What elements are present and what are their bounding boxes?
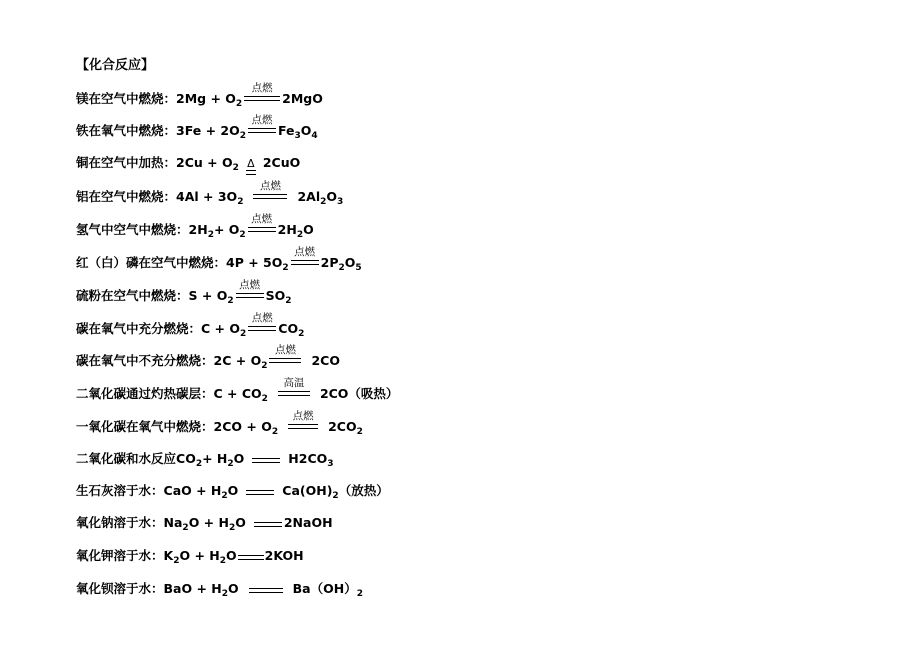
- reaction-line: [76, 450, 334, 468]
- reaction-name: 生石灰溶于水：: [76, 483, 164, 498]
- reaction-line: [76, 410, 363, 437]
- reaction-line: [76, 82, 323, 109]
- reaction-name: 镁在空气中燃烧：: [76, 91, 177, 106]
- reactants: $C + O_2$: [201, 321, 247, 339]
- reaction-name: 氧化钠溶于水：: [76, 515, 164, 530]
- reactants: $4Al + 3O_2$: [176, 189, 244, 207]
- products: $CO_2$: [278, 321, 305, 339]
- reactants: $2Cu + O_2$: [176, 155, 239, 173]
- reactants: $2CO + O_2$: [213, 419, 279, 437]
- products: 2NaOH: [283, 515, 333, 530]
- products: $2CO_2$: [328, 419, 363, 437]
- products: 2CO（吸热）: [319, 386, 399, 401]
- reaction-line: [76, 154, 300, 173]
- products: $2P_2O_5$: [320, 255, 362, 273]
- reaction-line: [76, 312, 305, 339]
- reactants: $S + O_2$: [188, 288, 234, 306]
- reaction-name: 二氧化碳和水反应: [76, 451, 177, 466]
- condition-equals: 高温: [276, 385, 312, 403]
- reaction-line: [76, 279, 292, 306]
- reactants: $C + CO_2$: [213, 386, 268, 404]
- reaction-name: 碳在氧气中不充分燃烧：: [76, 353, 214, 368]
- products: $Ca(OH)_2$（放热）: [282, 483, 389, 501]
- equals-sign: [238, 555, 264, 560]
- reaction-line: [76, 580, 363, 598]
- reaction-line: [76, 377, 399, 404]
- reaction-name: 氢气中空气中燃烧：: [76, 222, 189, 237]
- section-heading: 【化合反应】: [76, 58, 155, 73]
- equals-sign: [252, 458, 280, 463]
- reaction-name: 硫粉在空气中燃烧：: [76, 288, 189, 303]
- reactants: $K_2O + H_2O$: [163, 548, 237, 566]
- reactants: $4P + 5O_2$: [226, 255, 289, 273]
- condition-equals: 点燃: [246, 320, 278, 338]
- condition-equals: 点燃: [289, 254, 321, 272]
- products: $Fe_3O_4$: [278, 123, 318, 141]
- reaction-line: [76, 482, 389, 500]
- condition-equals: 点燃: [286, 418, 320, 436]
- reaction-name: 铜在空气中加热：: [76, 155, 177, 170]
- reaction-name: 红（白）磷在空气中燃烧：: [76, 255, 227, 270]
- reaction-name: 氧化钾溶于水：: [76, 548, 164, 563]
- products: $2Al_2O_3$: [297, 189, 344, 207]
- equals-sign: [254, 522, 282, 527]
- reaction-name: 一氧化碳在氧气中燃烧：: [76, 419, 214, 434]
- products: 2CuO: [262, 155, 301, 170]
- products: 2CO: [311, 353, 340, 368]
- reactants: $CO_2+ H_2O$: [176, 451, 245, 469]
- products: 2KOH: [264, 548, 304, 563]
- condition-equals: 点燃: [242, 90, 282, 108]
- reactants: CaO + $H_2O$: [163, 483, 239, 501]
- heat-condition: Δ: [243, 155, 259, 173]
- reactants: $3Fe + 2O_2$: [176, 123, 246, 141]
- reaction-line: [76, 547, 304, 565]
- reaction-name: 氧化钡溶于水：: [76, 581, 164, 596]
- reaction-name: 二氧化碳通过灼热碳层：: [76, 386, 214, 401]
- reaction-line: [76, 344, 340, 371]
- reaction-line: [76, 213, 314, 240]
- reactants: $2C + O_2$: [213, 353, 268, 371]
- reaction-line: [76, 180, 344, 207]
- reaction-name: 碳在氧气中充分燃烧：: [76, 321, 202, 336]
- products: $H2CO_3$: [288, 451, 334, 469]
- reactants: $Na_2O + H_2O$: [163, 515, 246, 533]
- reactants: $2Mg + O_2$: [176, 91, 243, 109]
- condition-equals: 点燃: [251, 188, 289, 206]
- reactants: BaO + $H_2O$: [163, 581, 239, 599]
- products: $SO_2$: [265, 288, 292, 306]
- reactants: $2H_2+ O_2$: [188, 222, 246, 240]
- condition-equals: 点燃: [246, 221, 278, 239]
- condition-equals: 点燃: [234, 287, 266, 305]
- equals-sign: [246, 490, 274, 495]
- condition-equals: 点燃: [246, 122, 278, 140]
- products: 2MgO: [282, 91, 323, 106]
- reaction-line: [76, 114, 318, 141]
- reaction-line: [76, 246, 362, 273]
- products: $2H_2O$: [277, 222, 314, 240]
- equals-sign: [249, 588, 283, 593]
- condition-equals: 点燃: [267, 352, 303, 370]
- reaction-name: 铝在空气中燃烧：: [76, 189, 177, 204]
- reaction-line: [76, 514, 333, 532]
- products: $Ba(OH)_2$: [292, 581, 363, 599]
- reaction-name: 铁在氧气中燃烧：: [76, 123, 177, 138]
